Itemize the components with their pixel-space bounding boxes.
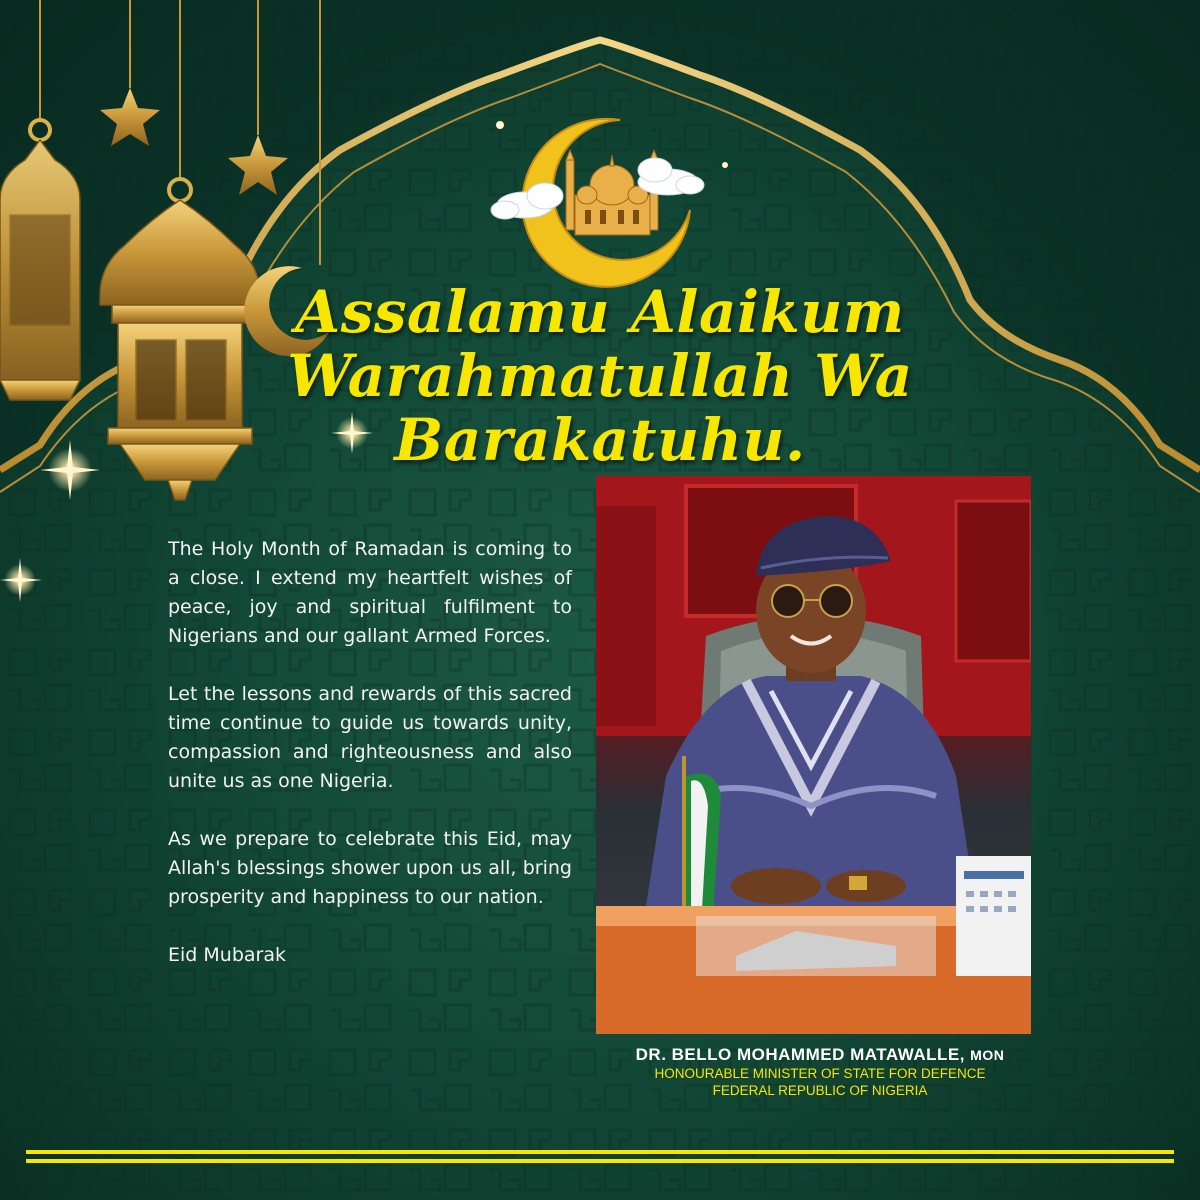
greeting-line-2: Warahmatullah Wa xyxy=(287,342,913,410)
signatory-name: DR. BELLO MOHAMMED MATAWALLE, xyxy=(635,1045,965,1064)
message-closing: Eid Mubarak xyxy=(168,944,286,966)
footer-rule-bottom xyxy=(26,1159,1174,1163)
signatory-caption xyxy=(560,1045,1080,1099)
portrait-photo xyxy=(596,476,1031,1034)
footer-rule-top xyxy=(26,1150,1174,1154)
signatory-title: HONOURABLE MINISTER OF STATE FOR DEFENCE xyxy=(654,1066,986,1081)
greeting-line-1: Assalamu Alaikum xyxy=(295,278,905,346)
portrait-image xyxy=(596,476,1031,1034)
message-paragraph-3: As we prepare to celebrate this Eid, may Allah's blessings shower upon us all, bring prosperity and happiness to our nation. xyxy=(168,828,572,908)
greeting-headline xyxy=(260,280,940,472)
greeting-line-3: Barakatuhu. xyxy=(394,406,806,474)
message-paragraph-2: Let the lessons and rewards of this sacred time continue to guide us towards unity, compassion and righteousness and also unite us as one Nigeria. xyxy=(168,683,572,792)
signatory-organization: FEDERAL REPUBLIC OF NIGERIA xyxy=(712,1083,928,1098)
eid-message xyxy=(168,535,572,999)
signatory-suffix: MON xyxy=(970,1047,1005,1063)
signatory-name-line xyxy=(560,1045,1080,1065)
message-paragraph-1: The Holy Month of Ramadan is coming to a close. I extend my heartfelt wishes of peace, joy and spiritual fulfilment to Nigerians and our gallant Armed Forces. xyxy=(168,538,572,647)
